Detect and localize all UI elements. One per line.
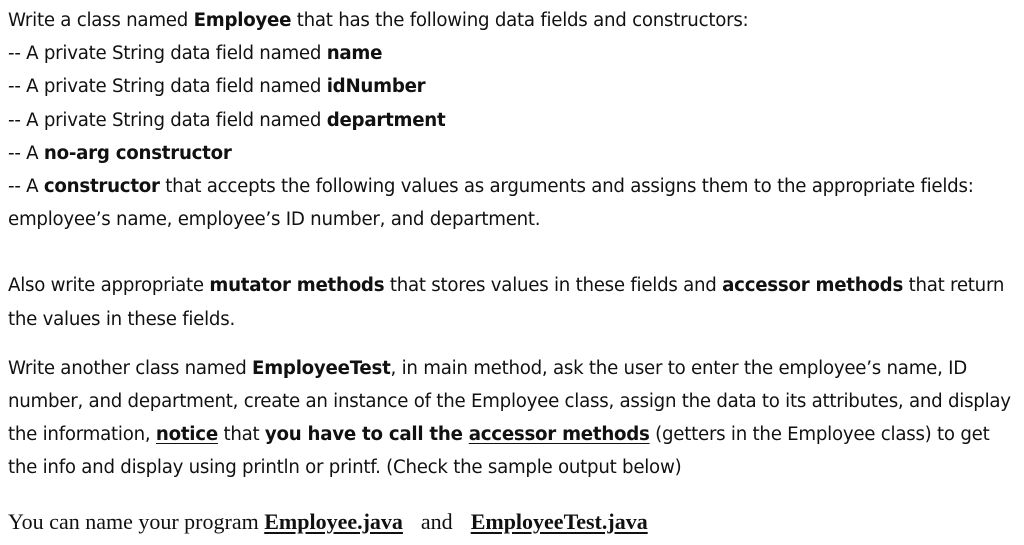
text: -- A — [8, 142, 44, 164]
field-item-name — [8, 37, 1018, 70]
text: that return the values in these fields. — [8, 275, 1005, 330]
constructor-item-args — [8, 170, 1018, 236]
file-name-employeetest-java: EmployeeTest.java — [470, 508, 648, 534]
constructor-item-noarg — [8, 137, 1018, 170]
text: that — [217, 424, 265, 446]
paragraph-class-spec-intro — [8, 4, 1018, 37]
text: -- A private String data field named — [8, 109, 327, 131]
text: Also write appropriate — [8, 275, 210, 297]
constructor-label: constructor — [43, 176, 160, 198]
text: that stores values in these fields and — [384, 275, 723, 297]
text: -- A private String data field named — [8, 76, 327, 98]
text: You can name your program — [8, 508, 265, 534]
text: Write a class named — [8, 10, 194, 31]
accessor-methods-emphasis: accessor methods — [468, 424, 650, 446]
text: (getters in the Employee class) to get the info and display using println or printf. (Check the sample output below) — [8, 424, 990, 479]
notice-emphasis: notice — [155, 424, 218, 446]
paragraph-employeetest — [8, 352, 1018, 485]
text: that accepts the following values as arguments and assigns them to the appropriate fields: employee’s name, employee’s ID number, and department. — [8, 176, 974, 231]
accessor-methods-label: accessor methods — [722, 275, 904, 297]
class-name-employee: Employee — [193, 10, 292, 31]
text: that has the following data fields and constructors: — [291, 10, 749, 31]
text: -- A private String data field named — [8, 43, 327, 65]
assignment-document — [8, 4, 1018, 538]
text: , in main method, ask the user to enter the employee’s name, ID number, and department, create an instance of the Employee class, assign the data to its attributes, and display the information, — [8, 357, 1011, 446]
paragraph-file-names — [8, 505, 1018, 538]
field-department: department — [326, 109, 446, 131]
field-item-idnumber — [8, 70, 1018, 103]
call-emphasis: you have to call the — [264, 424, 469, 446]
text: Write another class named — [8, 357, 253, 379]
file-name-employee-java: Employee.java — [264, 508, 403, 534]
text: -- A — [8, 176, 44, 198]
no-arg-constructor-label: no-arg constructor — [43, 142, 232, 164]
field-idnumber: idNumber — [326, 76, 426, 98]
field-name: name — [326, 43, 383, 65]
class-name-employeetest: EmployeeTest — [252, 357, 391, 379]
paragraph-methods — [8, 269, 1018, 335]
field-item-department — [8, 104, 1018, 137]
mutator-methods-label: mutator methods — [209, 275, 385, 297]
text: and — [420, 508, 453, 534]
